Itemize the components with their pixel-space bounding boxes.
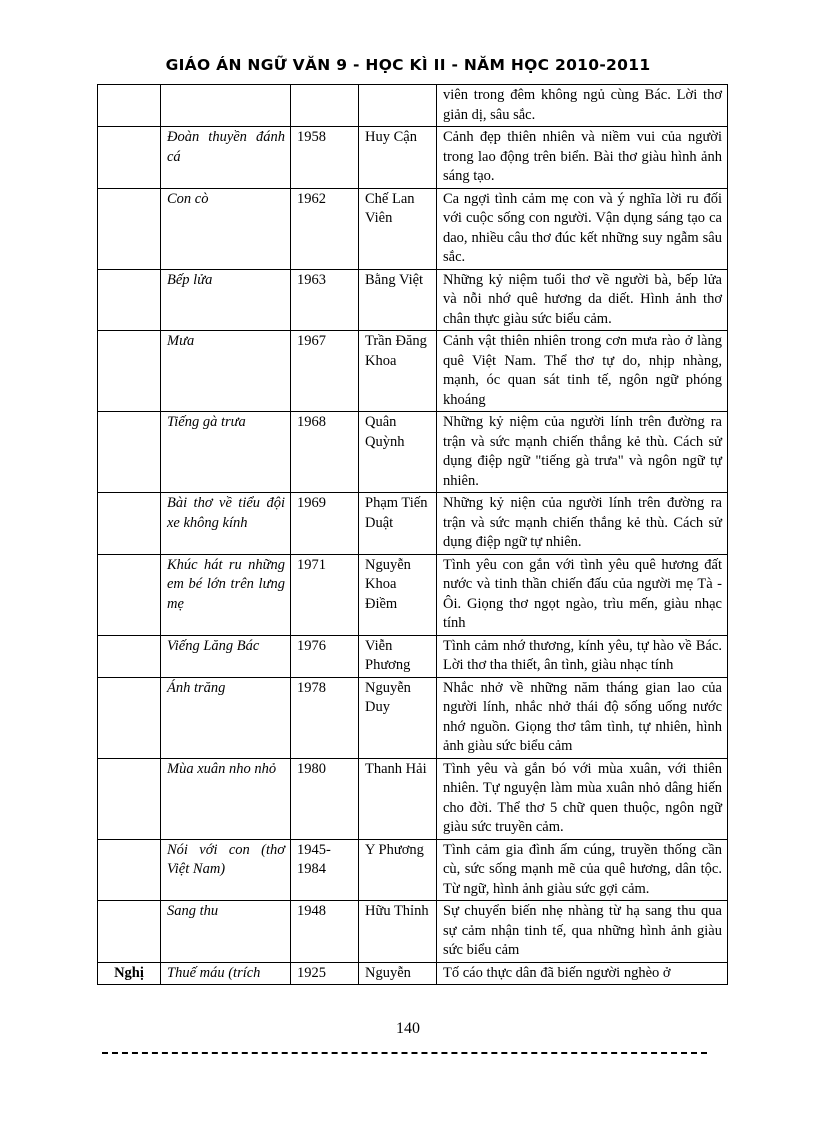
year-cell: 1963 [291, 269, 359, 331]
title-cell: Sang thu [161, 901, 291, 963]
title-cell: Thuế máu (trích [161, 962, 291, 985]
content-cell: Cảnh đẹp thiên nhiên và niềm vui của người trong lao động trên biển. Bài thơ giàu hình ảnh sáng tạo. [437, 127, 728, 189]
table-row [98, 331, 728, 412]
author-cell: Chế Lan Viên [359, 188, 437, 269]
page-header: GIÁO ÁN NGỮ VĂN 9 - HỌC KÌ II - NĂM HỌC 2010-2011 [165, 56, 651, 74]
year-cell: 1980 [291, 758, 359, 839]
author-cell: Thanh Hải [359, 758, 437, 839]
title-cell: Mùa xuân nho nhỏ [161, 758, 291, 839]
content-cell: Tình yêu và gắn bó với mùa xuân, với thiên nhiên. Tự nguyện làm mùa xuân nhỏ dâng hiến cho đời. Thể thơ 5 chữ quen thuộc, ngôn ngữ giàu sức truyền cảm. [437, 758, 728, 839]
table-row [98, 635, 728, 677]
title-cell: Mưa [161, 331, 291, 412]
year-cell: 1925 [291, 962, 359, 985]
table-row [98, 412, 728, 493]
author-cell: Quân Quỳnh [359, 412, 437, 493]
title-cell: Viếng Lăng Bác [161, 635, 291, 677]
category-cell [98, 635, 161, 677]
year-cell [291, 85, 359, 127]
author-cell: Nguyễn Khoa Điềm [359, 554, 437, 635]
content-cell: Nhắc nhở về những năm tháng gian lao của người lính, nhắc nhở thái độ sống uống nước nhớ nguồn. Giọng thơ tâm tình, tự nhiên, hình ảnh giàu sức biểu cảm [437, 677, 728, 758]
category-cell [98, 493, 161, 555]
content-cell: Những kỷ niệm tuổi thơ về người bà, bếp lửa và nỗi nhớ quê hương da diết. Hình ảnh thơ chân thực giàu sức biểu cảm. [437, 269, 728, 331]
year-cell: 1948 [291, 901, 359, 963]
category-cell [98, 269, 161, 331]
content-cell: Tình cảm nhớ thương, kính yêu, tự hào về Bác. Lời thơ tha thiết, ân tình, giàu nhạc tính [437, 635, 728, 677]
author-cell: Bằng Việt [359, 269, 437, 331]
category-cell: Nghị [98, 962, 161, 985]
author-cell: Phạm Tiến Duật [359, 493, 437, 555]
content-cell: viên trong đêm không ngủ cùng Bác. Lời thơ giản dị, sâu sắc. [437, 85, 728, 127]
table-row [98, 677, 728, 758]
table-row [98, 554, 728, 635]
title-cell: Đoàn thuyền đánh cá [161, 127, 291, 189]
content-cell: Ca ngợi tình cảm mẹ con và ý nghĩa lời ru đối với cuộc sống con người. Vận dụng sáng tạo ca dao, nhiều câu thơ đúc kết những suy ngẫm sâu sắc. [437, 188, 728, 269]
table-row [98, 127, 728, 189]
author-cell: Y Phương [359, 839, 437, 901]
table-row [98, 188, 728, 269]
category-cell [98, 554, 161, 635]
table-row [98, 839, 728, 901]
year-cell: 1967 [291, 331, 359, 412]
year-cell: 1969 [291, 493, 359, 555]
category-cell [98, 412, 161, 493]
title-cell [161, 85, 291, 127]
category-cell [98, 127, 161, 189]
year-cell: 1962 [291, 188, 359, 269]
content-cell: Những kỷ niệm của người lính trên đường ra trận và sức mạnh chiến thắng kẻ thù. Cách sử dụng điệp ngữ "tiếng gà trưa" và ngôn ngữ tự nhiên. [437, 412, 728, 493]
year-cell: 1945-1984 [291, 839, 359, 901]
table-row [98, 493, 728, 555]
page-number: 140 [396, 1020, 420, 1037]
content-cell: Sự chuyển biến nhẹ nhàng từ hạ sang thu qua sự cảm nhận tinh tế, qua những hình ảnh giàu sức biểu cảm [437, 901, 728, 963]
year-cell: 1968 [291, 412, 359, 493]
table-row [98, 269, 728, 331]
content-cell: Tình yêu con gắn với tình yêu quê hương đất nước và tinh thần chiến đấu của người mẹ Tà - Ôi. Giọng thơ ngọt ngào, trìu mến, giàu nhạc tính [437, 554, 728, 635]
title-cell: Tiếng gà trưa [161, 412, 291, 493]
footer-dashed-rule [102, 1052, 707, 1054]
title-cell: Nói với con (thơ Việt Nam) [161, 839, 291, 901]
category-cell [98, 677, 161, 758]
title-cell: Bếp lửa [161, 269, 291, 331]
author-cell: Huy Cận [359, 127, 437, 189]
category-cell [98, 188, 161, 269]
title-cell: Ánh trăng [161, 677, 291, 758]
title-cell: Con cò [161, 188, 291, 269]
content-cell: Cảnh vật thiên nhiên trong cơn mưa rào ở làng quê Việt Nam. Thể thơ tự do, nhịp nhàng, mạnh, óc quan sát tinh tế, ngôn ngữ phóng khoáng [437, 331, 728, 412]
category-cell [98, 901, 161, 963]
author-cell: Viễn Phương [359, 635, 437, 677]
author-cell: Nguyễn Duy [359, 677, 437, 758]
title-cell: Bài thơ về tiểu đội xe không kính [161, 493, 291, 555]
year-cell: 1976 [291, 635, 359, 677]
table-row [98, 901, 728, 963]
category-cell [98, 85, 161, 127]
category-cell [98, 758, 161, 839]
content-cell: Tình cảm gia đình ấm cúng, truyền thống cần cù, sức sống mạnh mẽ của quê hương, dân tộc. Từ ngữ, hình ảnh giàu sức gợi cảm. [437, 839, 728, 901]
year-cell: 1971 [291, 554, 359, 635]
category-cell [98, 839, 161, 901]
table-row [98, 85, 728, 127]
content-cell: Những kỷ niện của người lính trên đường ra trận và sức mạnh chiến thắng kẻ thù. Cách sử dụng điệp ngữ tự nhiên. [437, 493, 728, 555]
content-cell: Tố cáo thực dân đã biến người nghèo ở [437, 962, 728, 985]
table-row [98, 758, 728, 839]
year-cell: 1978 [291, 677, 359, 758]
literature-table [97, 84, 728, 985]
author-cell: Hữu Thỉnh [359, 901, 437, 963]
author-cell: Nguyễn [359, 962, 437, 985]
author-cell [359, 85, 437, 127]
author-cell: Trần Đăng Khoa [359, 331, 437, 412]
year-cell: 1958 [291, 127, 359, 189]
title-cell: Khúc hát ru những em bé lớn trên lưng mẹ [161, 554, 291, 635]
category-cell [98, 331, 161, 412]
table-row-last [98, 962, 728, 985]
